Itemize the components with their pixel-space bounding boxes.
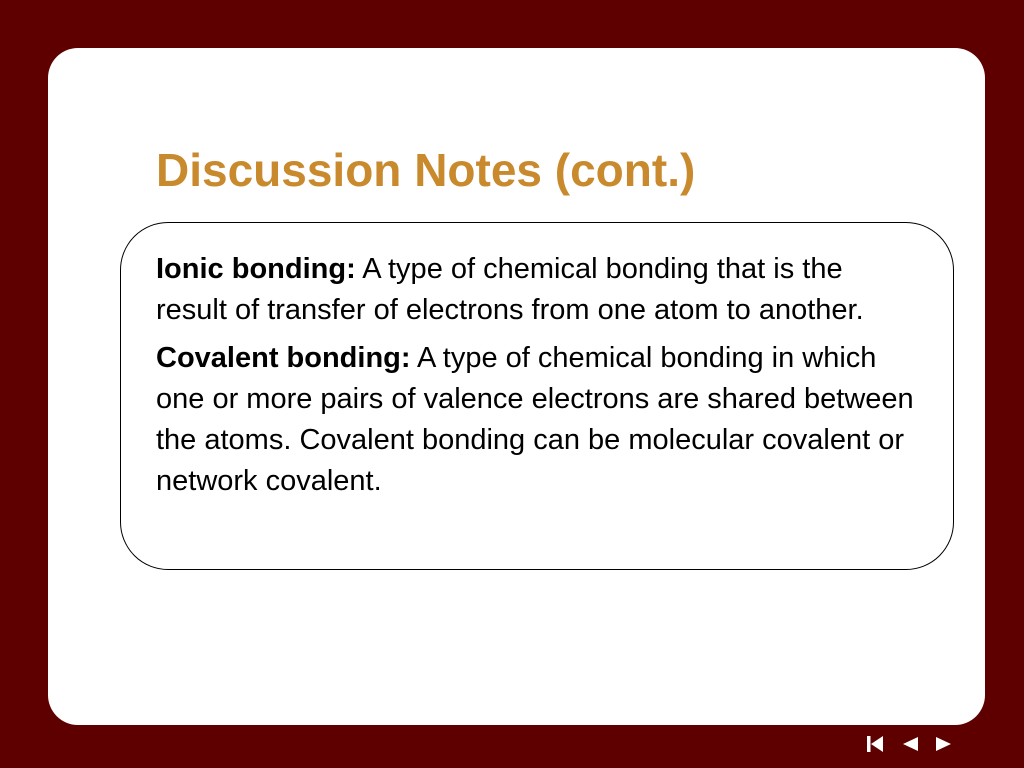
- definition-term: Ionic bonding:: [156, 253, 356, 285]
- slide-navigation: [864, 732, 954, 756]
- next-slide-icon[interactable]: [934, 733, 954, 755]
- definition-term: Covalent bonding:: [156, 342, 411, 374]
- slide-card: [48, 48, 985, 725]
- definition-text: A type of chemical bonding in which one or more pairs of valence electrons are shared between the atoms. Covalent bonding can be molecular covalent or network covalent.: [156, 342, 914, 497]
- previous-slide-icon[interactable]: [900, 733, 920, 755]
- first-slide-icon[interactable]: [864, 733, 886, 755]
- definition-covalent-bonding: [156, 338, 917, 502]
- definition-ionic-bonding: [156, 249, 917, 331]
- slide-title: Discussion Notes (cont.): [156, 144, 696, 196]
- definitions-box: [120, 222, 954, 570]
- definition-text: A type of chemical bonding that is the result of transfer of electrons from one atom to another.: [156, 253, 864, 326]
